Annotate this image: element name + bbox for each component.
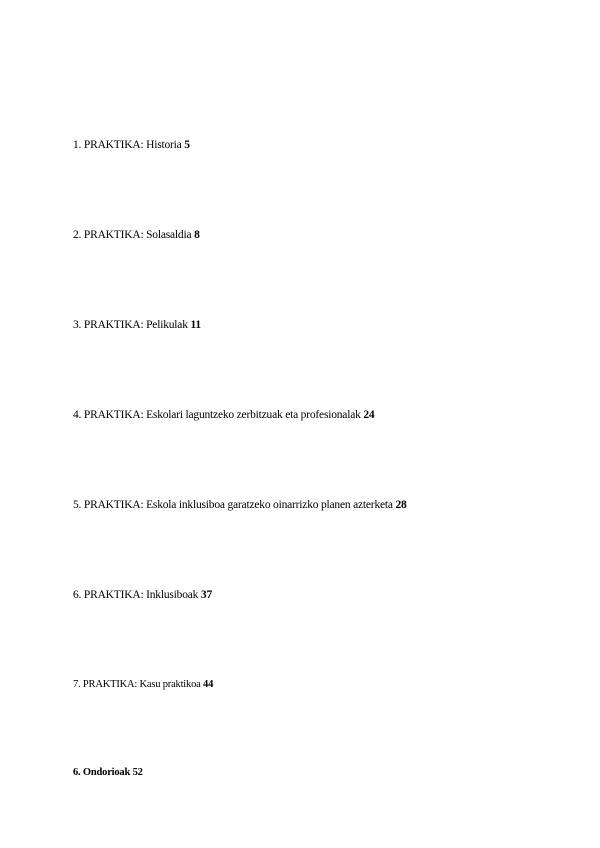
toc-entry-label: 4. PRAKTIKA: Eskolari laguntzeko zerbitzuak eta profesionalak xyxy=(73,409,361,421)
toc-entry[interactable] xyxy=(73,228,200,242)
toc-entry-label: 6. Ondorioak xyxy=(73,767,131,778)
toc-entry[interactable] xyxy=(73,498,407,512)
toc-entry[interactable] xyxy=(73,318,201,332)
toc-entry-page-number: 8 xyxy=(194,229,200,241)
toc-entry-page-number: 37 xyxy=(200,589,213,601)
toc-entry-page-number: 24 xyxy=(363,409,375,421)
toc-entry-label: 5. PRAKTIKA: Eskola inklusiboa garatzeko oinarrizko planen azterketa xyxy=(73,499,393,511)
toc-entry[interactable] xyxy=(73,408,374,422)
toc-entry-label: 2. PRAKTIKA: Solasaldia xyxy=(73,229,192,241)
toc-entry-page-number: 5 xyxy=(184,139,190,151)
toc-entry[interactable] xyxy=(73,678,213,692)
toc-entry-page-number: 52 xyxy=(132,767,143,778)
toc-entry-label: 6. PRAKTIKA: Inklusiboak xyxy=(73,589,199,601)
toc-entry-conclusions[interactable] xyxy=(73,766,143,780)
toc-entry[interactable] xyxy=(73,138,190,152)
toc-entry-page-number: 44 xyxy=(203,679,214,690)
toc-entry[interactable] xyxy=(73,588,212,602)
toc-entry-label: 1. PRAKTIKA: Historia xyxy=(73,139,182,151)
toc-entry-label: 3. PRAKTIKA: Pelikulak xyxy=(73,319,188,331)
toc-entry-label: 7. PRAKTIKA: Kasu praktikoa xyxy=(73,679,201,690)
toc-entry-page-number: 28 xyxy=(395,499,407,511)
toc-entry-page-number: 11 xyxy=(190,319,201,331)
